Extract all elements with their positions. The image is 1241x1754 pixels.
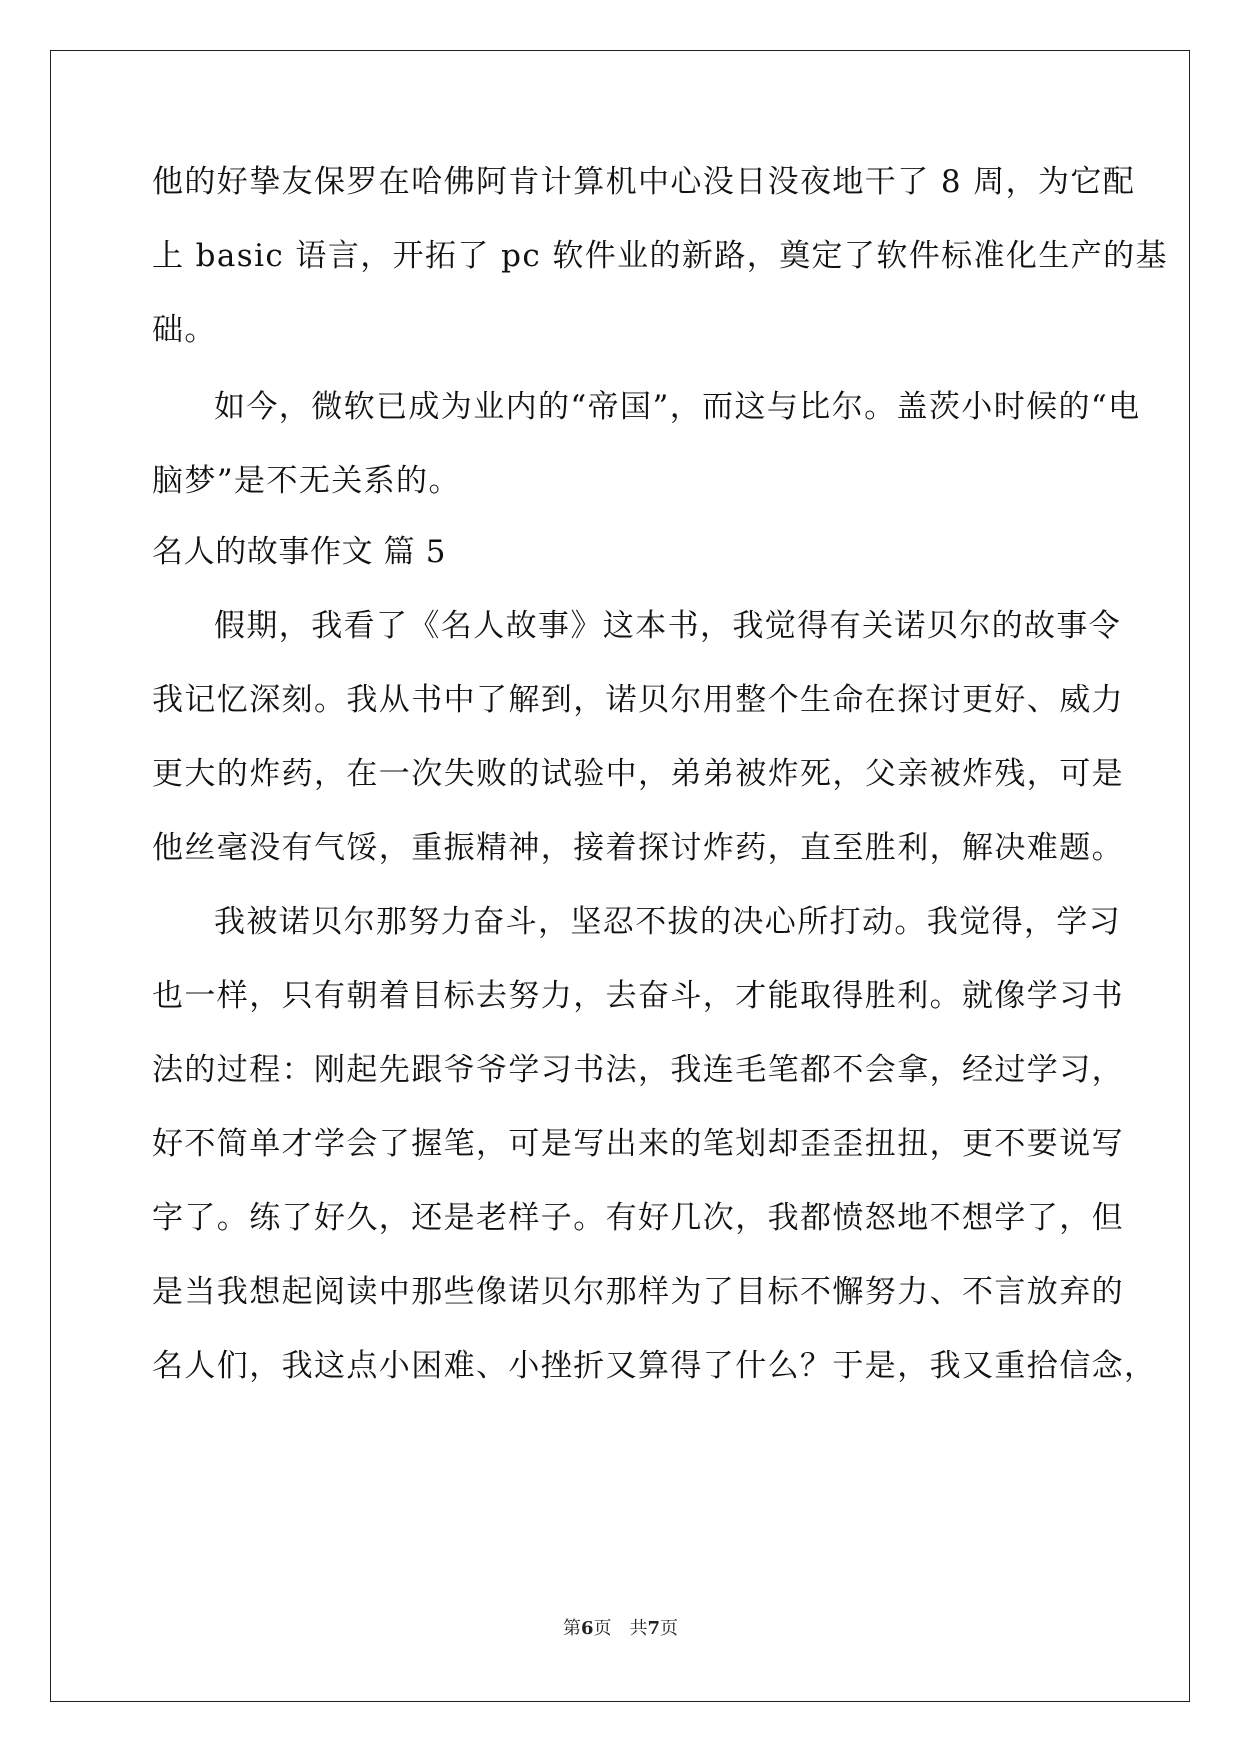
page-border <box>50 50 1190 1702</box>
text-line: 名人们，我这点小困难、小挫折又算得了什么？于是，我又重拾信念， <box>152 1348 1157 1384</box>
text-line: 础。 <box>152 312 217 348</box>
text-line: 脑梦”是不无关系的。 <box>152 463 461 499</box>
footer-middle: 页 共 <box>593 1618 648 1639</box>
text-line: 更大的炸药，在一次失败的试验中，弟弟被炸死，父亲被炸残，可是 <box>152 756 1124 792</box>
text-line: 也一样，只有朝着目标去努力，去奋斗，才能取得胜利。就像学习书 <box>152 978 1124 1014</box>
page-footer <box>0 1614 1241 1640</box>
text-line: 是当我想起阅读中那些像诺贝尔那样为了目标不懈努力、不言放弃的 <box>152 1274 1124 1310</box>
text-line: 法的过程：刚起先跟爷爷学习书法，我连毛笔都不会拿，经过学习， <box>152 1052 1124 1088</box>
text-line: 我记忆深刻。我从书中了解到，诺贝尔用整个生命在探讨更好、威力 <box>152 682 1124 718</box>
footer-prefix: 第 <box>562 1618 581 1639</box>
text-line: 好不简单才学会了握笔，可是写出来的笔划却歪歪扭扭，更不要说写 <box>152 1126 1124 1162</box>
footer-suffix: 页 <box>660 1618 679 1639</box>
text-line: 他的好挚友保罗在哈佛阿肯计算机中心没日没夜地干了 8 周，为它配 <box>152 164 1136 200</box>
section-title: 名人的故事作文 篇 5 <box>152 534 447 570</box>
current-page-number: 6 <box>580 1618 594 1639</box>
text-line: 上 basic 语言，开拓了 pc 软件业的新路，奠定了软件标准化生产的基 <box>152 238 1168 274</box>
paragraph-first-line: 我被诺贝尔那努力奋斗，坚忍不拔的决心所打动。我觉得，学习 <box>214 904 1122 940</box>
text-line: 字了。练了好久，还是老样子。有好几次，我都愤怒地不想学了，但 <box>152 1200 1124 1236</box>
paragraph-first-line: 假期，我看了《名人故事》这本书，我觉得有关诺贝尔的故事令 <box>214 608 1122 644</box>
text-line: 他丝毫没有气馁，重振精神，接着探讨炸药，直至胜利，解决难题。 <box>152 830 1124 866</box>
total-page-number: 7 <box>647 1618 661 1639</box>
paragraph-first-line: 如今，微软已成为业内的“帝国”，而这与比尔。盖茨小时候的“电 <box>214 389 1141 425</box>
